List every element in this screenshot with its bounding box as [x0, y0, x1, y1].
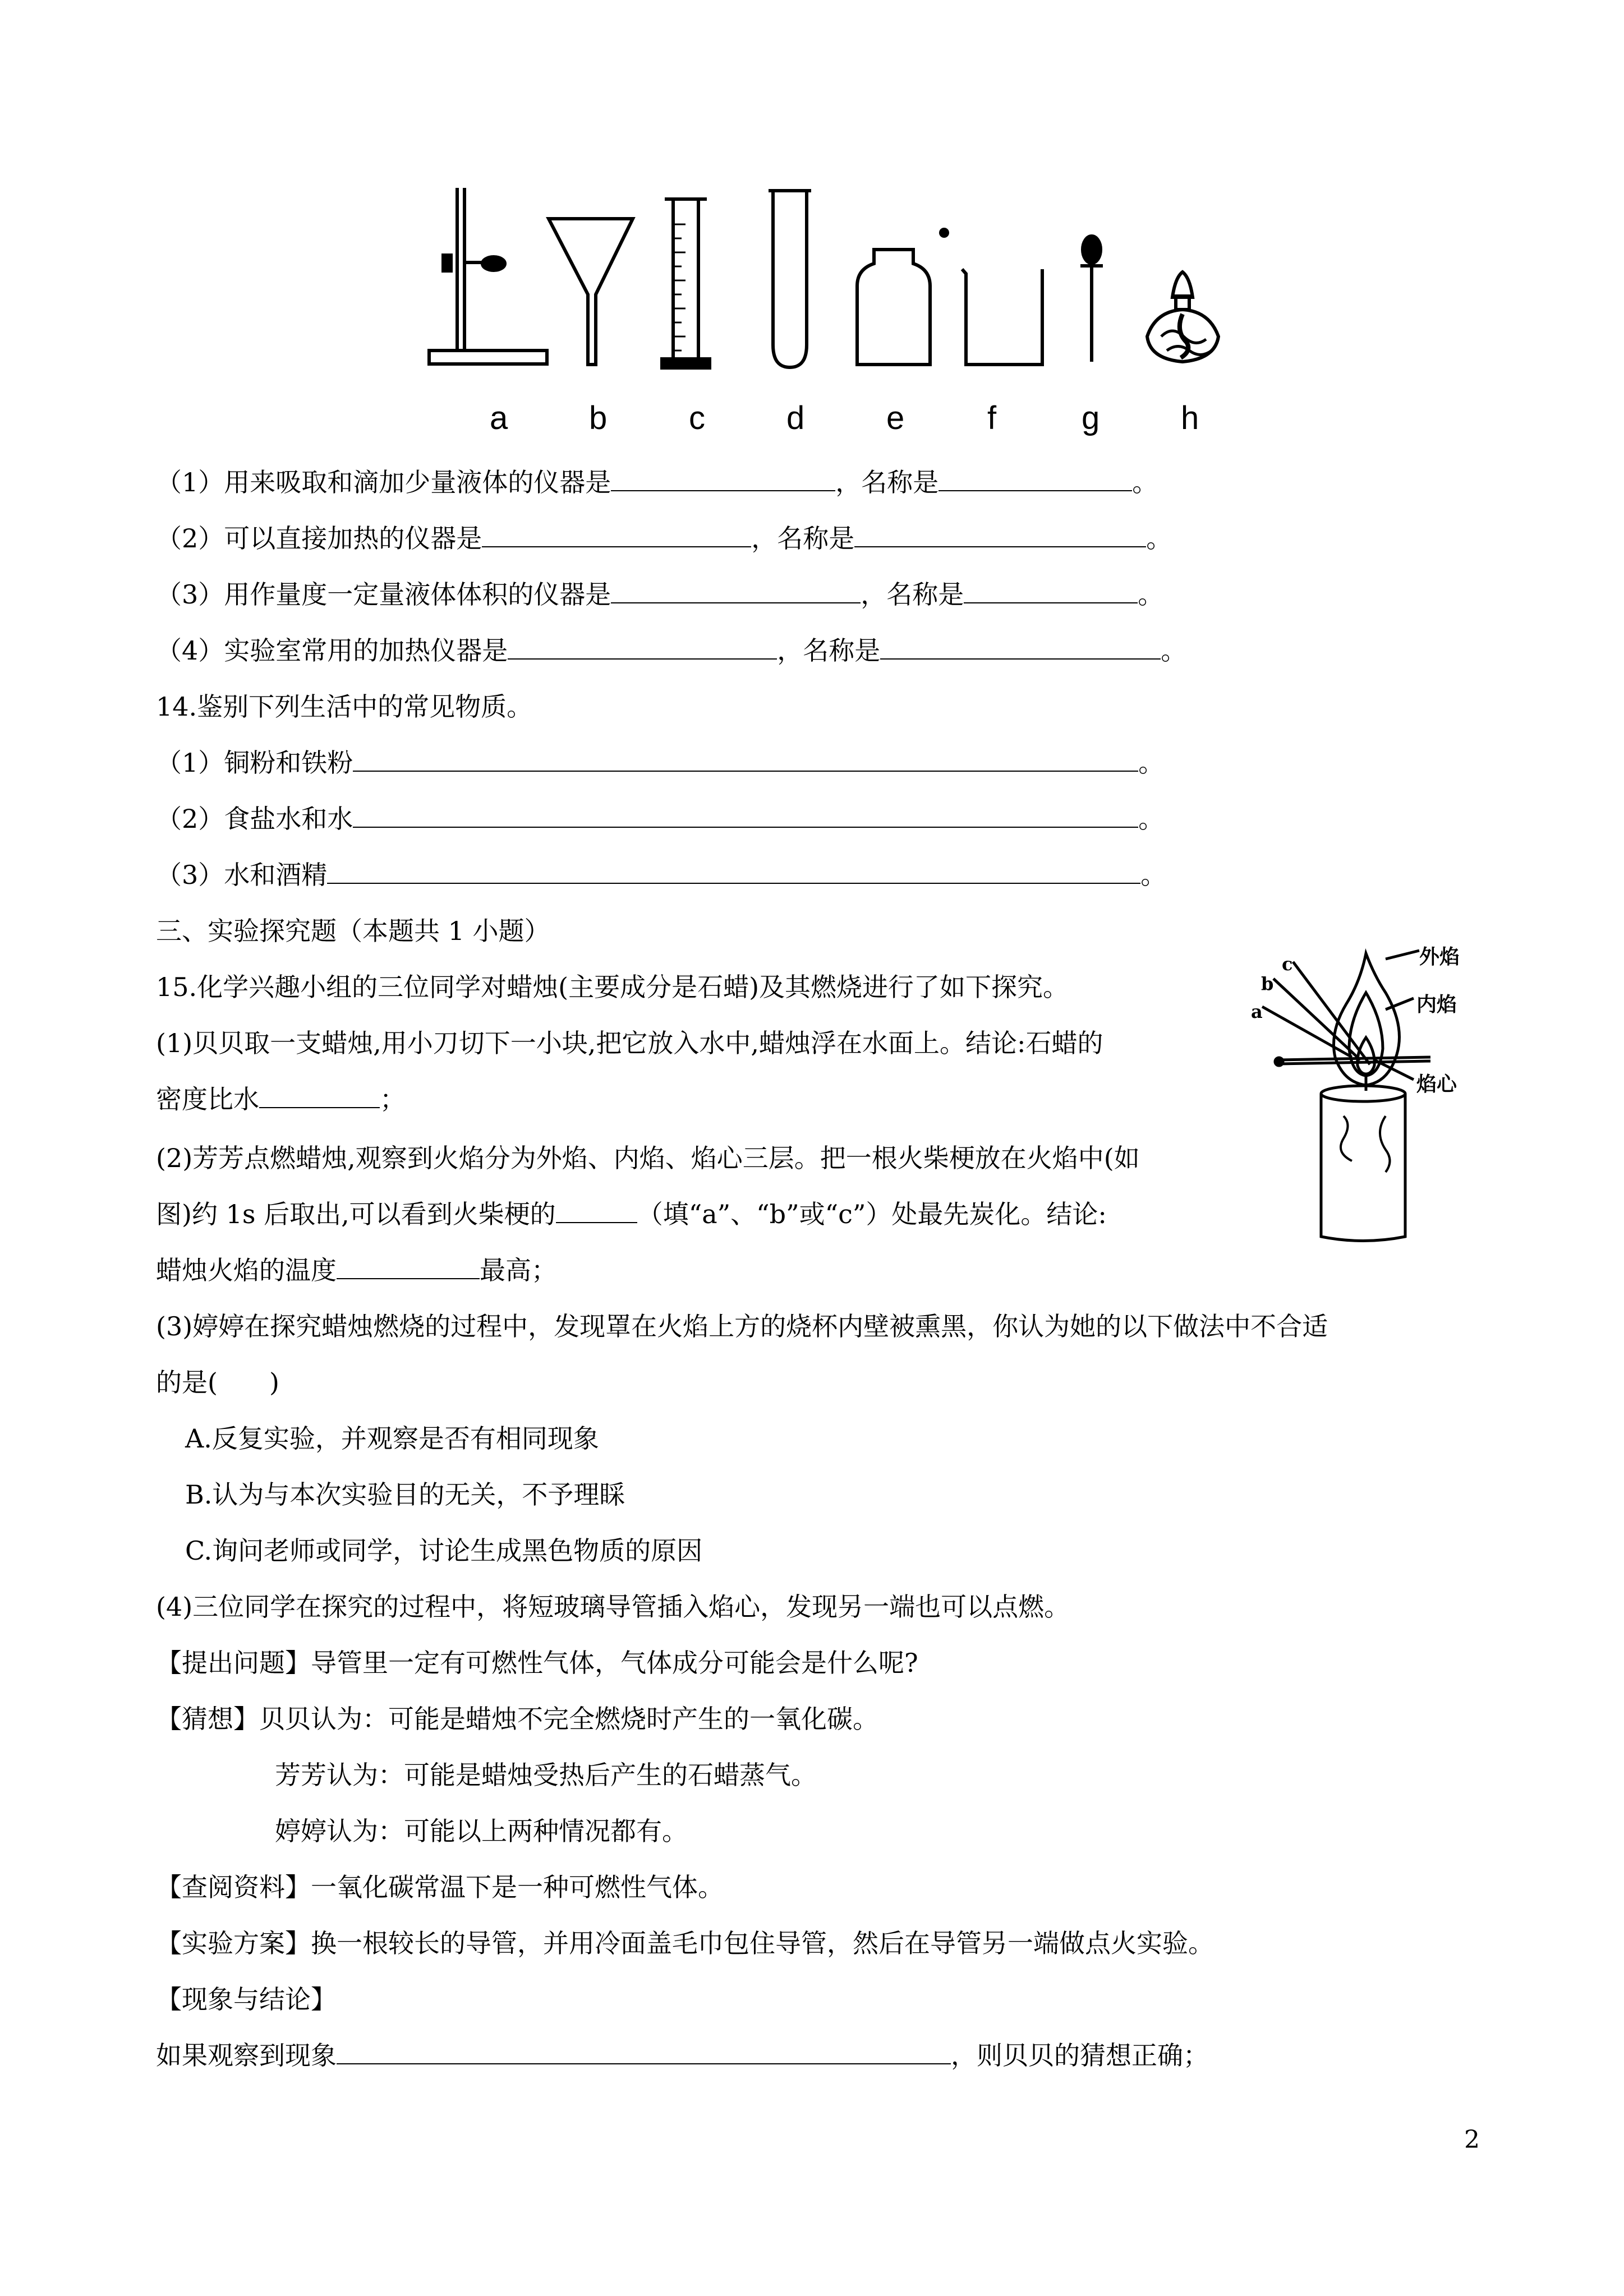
iron-stand-icon [429, 188, 547, 364]
answer-blank[interactable] [353, 746, 1138, 772]
q14-item-2: （2）食盐水和水 。 [156, 802, 1164, 836]
answer-blank[interactable] [611, 578, 861, 603]
result-line: 如果观察到现象 ，则贝贝的猜想正确； [156, 2039, 1209, 2072]
q15-title: 15.化学兴趣小组的三位同学对蜡烛(主要成分是石蜡)及其燃烧进行了如下探究。 [156, 972, 1069, 1002]
option-c: C.询问老师或同学，讨论生成黑色物质的原因 [185, 1536, 703, 1566]
guess-fangfang: 芳芳认为：可能是蜡烛受热后产生的石蜡蒸气。 [275, 1760, 817, 1790]
q15-part2-line1: (2)芳芳点燃蜡烛,观察到火焰分为外焰、内焰、焰心三层。把一根火柴梗放在火焰中(如 [156, 1143, 1140, 1173]
graduated-cylinder-icon [662, 199, 710, 368]
answer-blank[interactable] [938, 465, 1132, 491]
label-c: c [1282, 953, 1293, 975]
q14-item-3: （3）水和酒精 。 [156, 858, 1166, 892]
apparatus-letter-d: d [786, 400, 805, 436]
answer-blank[interactable] [337, 2039, 951, 2064]
label-inner-flame: 内焰 [1416, 993, 1457, 1016]
q13-item-1: （1）用来吸取和滴加少量液体的仪器是 ，名称是 。 [156, 465, 1158, 499]
option-a: A.反复实验，并观察是否有相同现象 [185, 1423, 599, 1454]
q15-part1-line1: (1)贝贝取一支蜡烛,用小刀切下一小块,把它放入水中,蜡烛浮在水面上。结论:石蜡的 [156, 1028, 1103, 1058]
q13-item-3: （3）用作量度一定量液体体积的仪器是 ，名称是 。 [156, 578, 1163, 611]
dropper-icon [1080, 236, 1103, 362]
apparatus-letter-a: a [490, 400, 508, 436]
answer-blank[interactable] [964, 578, 1138, 603]
guess-tingting: 婷婷认为：可能以上两种情况都有。 [275, 1816, 688, 1846]
option-b: B.认为与本次实验目的无关，不予理睬 [185, 1479, 625, 1510]
result-title: 【现象与结论】 [156, 1984, 337, 2014]
raise-question: 【提出问题】导管里一定有可燃性气体，气体成分可能会是什么呢? [156, 1648, 918, 1678]
apparatus-letter-h: h [1181, 400, 1199, 436]
q15-part2-line2: 图)约 1s 后取出,可以看到火柴梗的 （填“a”、“b”或“c”）处最先炭化。结论: [156, 1197, 1107, 1231]
apparatus-letter-f: f [987, 400, 997, 436]
answer-blank[interactable] [508, 634, 777, 660]
q14-title: 14.鉴别下列生活中的常见物质。 [156, 691, 533, 722]
q15-part2-line3: 蜡烛火焰的温度 最高； [156, 1253, 557, 1287]
answer-blank[interactable] [327, 858, 1140, 884]
funnel-icon [549, 219, 633, 365]
page-number: 2 [1464, 2126, 1480, 2154]
answer-blank[interactable] [854, 522, 1146, 547]
q15-part3-line2: 的是( ) [156, 1367, 279, 1398]
answer-blank[interactable] [556, 1197, 637, 1223]
answer-blank[interactable] [337, 1253, 480, 1279]
apparatus-letter-c: c [689, 400, 705, 436]
guess-beibei: 【猜想】贝贝认为：可能是蜡烛不完全燃烧时产生的一氧化碳。 [156, 1704, 878, 1734]
answer-blank[interactable] [353, 802, 1138, 828]
apparatus-letter-b: b [589, 400, 608, 436]
answer-blank[interactable] [611, 465, 835, 491]
apparatus-figure [0, 0, 1624, 393]
q15-part4: (4)三位同学在探究的过程中，将短玻璃导管插入焰心，发现另一端也可以点燃。 [156, 1592, 1070, 1622]
label-a: a [1251, 1001, 1263, 1022]
section-3-title: 三、实验探究题（本题共 1 小题） [156, 916, 550, 946]
alcohol-lamp-icon [1147, 272, 1218, 362]
apparatus-letter-e: e [886, 400, 905, 436]
answer-blank[interactable] [880, 634, 1161, 660]
answer-blank[interactable] [482, 522, 751, 547]
label-b: b [1261, 973, 1274, 994]
reagent-bottle-icon [857, 250, 930, 365]
q15-part3-line1: (3)婷婷在探究蜡烛燃烧的过程中，发现罩在火焰上方的烧杯内壁被熏黑，你认为她的以下做法中不合适 [156, 1311, 1328, 1341]
answer-blank[interactable] [259, 1082, 380, 1108]
experiment-plan: 【实验方案】换一根较长的导管，并用冷面盖毛巾包住导管，然后在导管另一端做点火实验。 [156, 1928, 1214, 1958]
test-tube-icon [769, 191, 811, 367]
q13-item-2: （2）可以直接加热的仪器是 ，名称是 。 [156, 522, 1172, 555]
q15-part1-line2: 密度比水 ； [156, 1082, 406, 1116]
q13-item-4: （4）实验室常用的加热仪器是 ，名称是 。 [156, 634, 1186, 667]
apparatus-letter-g: g [1082, 400, 1100, 436]
label-outer-flame: 外焰 [1419, 945, 1460, 969]
beaker-icon [962, 269, 1042, 365]
reference-material: 【查阅资料】一氧化碳常温下是一种可燃性气体。 [156, 1872, 724, 1902]
label-flame-core: 焰心 [1416, 1072, 1457, 1096]
q14-item-1: （1）铜粉和铁粉 。 [156, 746, 1164, 780]
